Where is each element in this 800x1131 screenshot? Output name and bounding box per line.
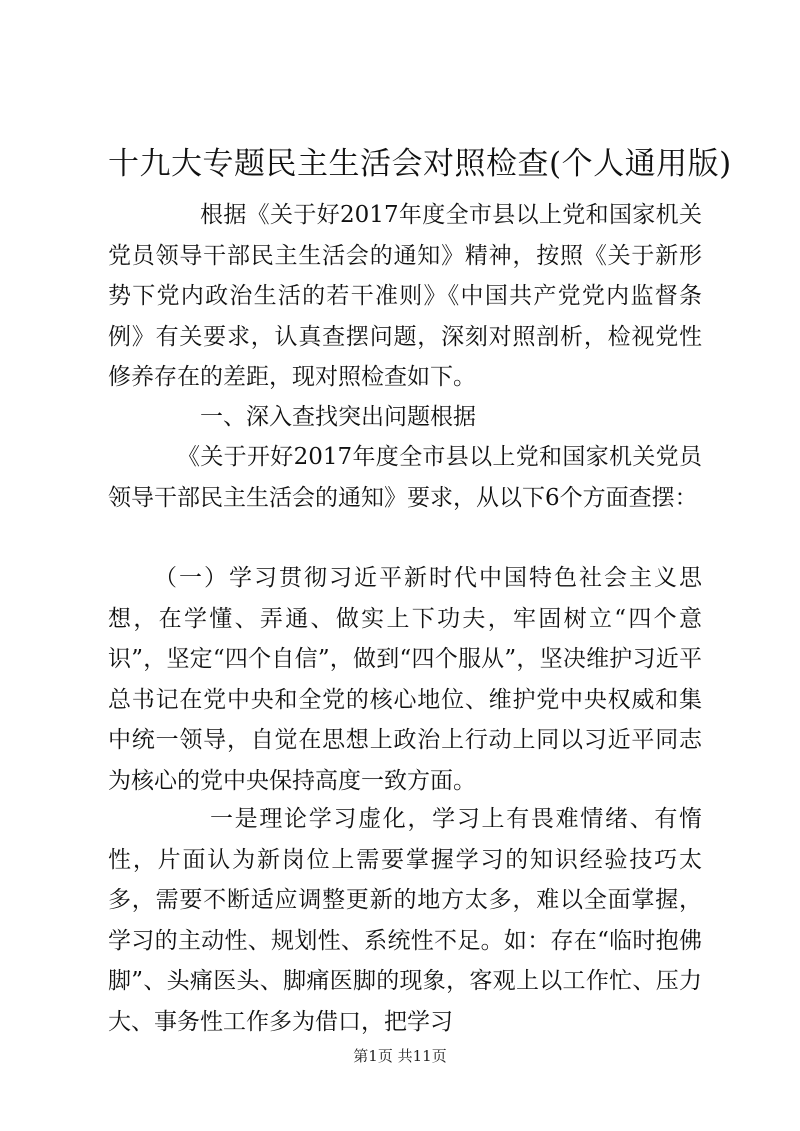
item-one-paragraph: （一）学习贯彻习近平新时代中国特色社会主义思想，在学懂、弄通、做实上下功夫，牢固树立“四个意识”，坚定“四个自信”，做到“四个服从”，坚决维护习近平总书记在党中央和全党的核心地位、维护党中央权威和集中统一领导，自觉在思想上政治上行动上同以习近平同志为核心的党中央保持高度一致方面。 bbox=[108, 565, 702, 794]
document-title: 十九大专题民主生活会对照检查(个人通用版) bbox=[108, 146, 732, 182]
section-heading: 一、深入查找突出问题根据 bbox=[200, 404, 476, 430]
basis-paragraph: 《关于开好2017年度全市县以上党和国家机关党员领导干部民主生活会的通知》要求，从以下6个方面查摆： bbox=[108, 444, 702, 511]
intro-paragraph: 根据《关于好2017年度全市县以上党和国家机关党员领导干部民主生活会的通知》精神，按照《关于新形势下党内政治生活的若干准则》《中国共产党党内监督条例》有关要求，认真查摆问题，深刻对照剖析，检视党性修养存在的差距，现对照检查如下。 bbox=[108, 202, 702, 390]
page-number-footer: 第1页 共11页 bbox=[353, 1047, 447, 1065]
point-one-paragraph: 一是理论学习虚化，学习上有畏难情绪、有惰性，片面认为新岗位上需要掌握学习的知识经验技巧太多，需要不断适应调整更新的地方太多，难以全面掌握，学习的主动性、规划性、系统性不足。如：存在“临时抱佛脚”、头痛医头、脚痛医脚的现象，客观上以工作忙、压力大、事务性工作多为借口，把学习 bbox=[108, 806, 702, 1035]
